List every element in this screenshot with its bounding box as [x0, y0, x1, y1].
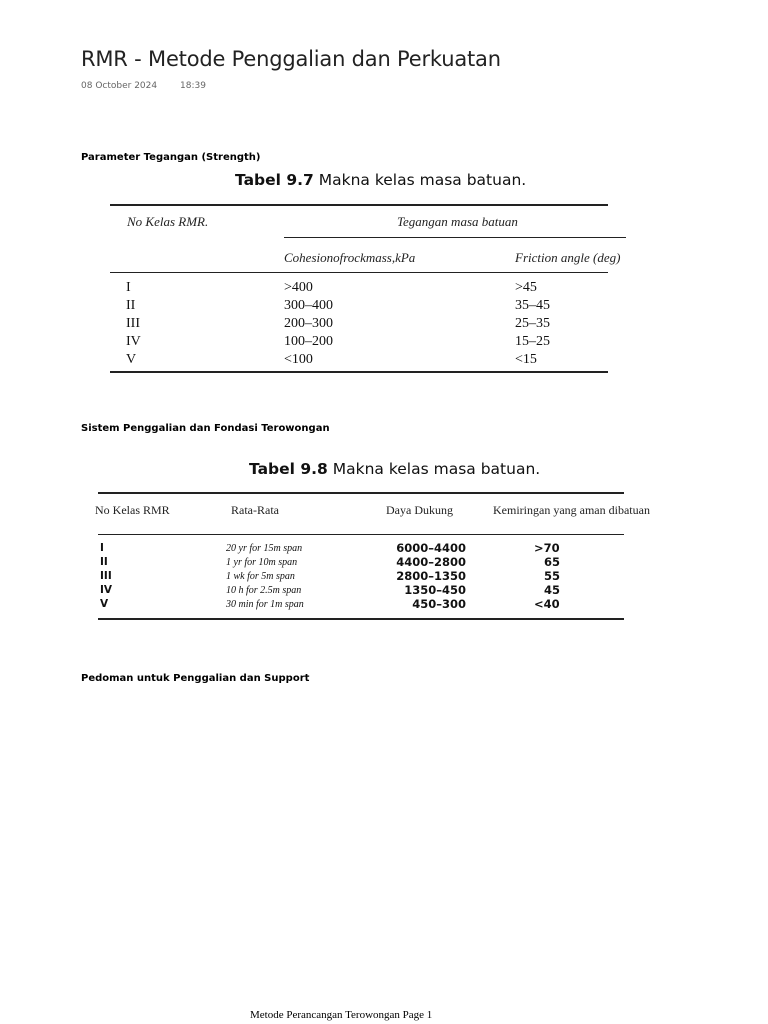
- table-98-row-5-bearing: 450–300: [412, 597, 466, 611]
- table-97-caption-number: Tabel 9.7: [235, 171, 314, 189]
- table-97-caption-text: Makna kelas masa batuan.: [313, 171, 527, 189]
- table-98-row-1-class: I: [100, 542, 104, 554]
- table-97-row-5-class: V: [126, 352, 137, 367]
- table-97-caption: [235, 171, 526, 189]
- table-98-row-5-slope: <40: [534, 597, 560, 611]
- table-98-row-2-class: II: [100, 556, 108, 568]
- table-97-row-1-class: I: [126, 280, 131, 295]
- table-98-caption-text: Makna kelas masa batuan.: [327, 460, 541, 478]
- table-97-header-group: Tegangan masa batuan: [397, 214, 518, 229]
- table-98-row-4-bearing: 1350–450: [404, 583, 466, 597]
- table-98-row-3-rate: 1 wk for 5m span: [226, 571, 295, 582]
- page-title: RMR - Metode Penggalian dan Perkuatan: [81, 47, 501, 71]
- table-98-row-4-class: IV: [100, 584, 113, 596]
- table-97-row-2-cohesion: 300–400: [284, 298, 333, 313]
- table-97-row-2-friction: 35–45: [515, 298, 550, 313]
- table-98-row-1-bearing: 6000–4400: [396, 541, 466, 555]
- table-98-caption: [249, 460, 540, 478]
- section-heading-excavation: Sistem Penggalian dan Fondasi Terowongan: [81, 423, 330, 434]
- table-97-header-class: No Kelas RMR.: [127, 214, 209, 229]
- table-98-row-4-rate: 10 h for 2.5m span: [226, 585, 302, 596]
- page-time: 18:39: [180, 81, 206, 91]
- table-97-row-5-cohesion: <100: [284, 352, 313, 367]
- table-97-top-rule: [110, 204, 608, 206]
- table-97-row-4-class: IV: [126, 334, 141, 349]
- section-heading-strength: Parameter Tegangan (Strength): [81, 152, 261, 163]
- table-97-row-1-cohesion: >400: [284, 280, 313, 295]
- table-97-row-3-cohesion: 200–300: [284, 316, 333, 331]
- table-97-header-cohesion: Cohesionofrockmass,kPa: [284, 250, 416, 265]
- table-98-caption-number: Tabel 9.8: [249, 460, 328, 478]
- table-97-row-2-class: II: [126, 298, 136, 313]
- table-97-row-3-friction: 25–35: [515, 316, 550, 331]
- table-97-row-4-friction: 15–25: [515, 334, 550, 349]
- table-98-header-rate: Rata-Rata: [231, 503, 279, 517]
- table-98-row-2-rate: 1 yr for 10m span: [226, 557, 298, 568]
- table-98-row-1-slope: >70: [534, 541, 560, 555]
- table-97-header-friction: Friction angle (deg): [515, 250, 621, 265]
- table-98-bottom-rule: [98, 618, 624, 620]
- table-98-header-rule: [98, 534, 624, 535]
- table-98-header-slope: Kemiringan yang aman dibatuan: [493, 503, 650, 517]
- table-98-row-2-bearing: 4400–2800: [396, 555, 466, 569]
- table-97-row-4-cohesion: 100–200: [284, 334, 333, 349]
- table-98-row-1-rate: 20 yr for 15m span: [226, 543, 303, 554]
- section-heading-guidelines: Pedoman untuk Penggalian dan Support: [81, 673, 310, 684]
- table-97-bottom-rule: [110, 371, 608, 373]
- table-98-row-2-slope: 65: [544, 555, 561, 569]
- table-97-row-3-class: III: [126, 316, 140, 331]
- table-98-header-bearing: Daya Dukung: [386, 503, 453, 517]
- table-97-row-1-friction: >45: [515, 280, 537, 295]
- table-97-header-rule: [110, 272, 608, 273]
- table-98-row-3-bearing: 2800–1350: [396, 569, 466, 583]
- table-98-header-class: No Kelas RMR: [95, 503, 170, 517]
- table-97-group-rule: [284, 237, 626, 238]
- table-98-row-5-rate: 30 min for 1m span: [226, 599, 304, 610]
- table-98-top-rule: [98, 492, 624, 494]
- table-98-row-3-class: III: [100, 570, 112, 582]
- table-98-row-4-slope: 45: [544, 583, 561, 597]
- table-98-row-3-slope: 55: [544, 569, 561, 583]
- page-date: 08 October 2024: [81, 81, 158, 91]
- table-98-row-5-class: V: [100, 598, 109, 610]
- table-97-row-5-friction: <15: [515, 352, 537, 367]
- page-footer: Metode Perancangan Terowongan Page 1: [250, 1009, 433, 1021]
